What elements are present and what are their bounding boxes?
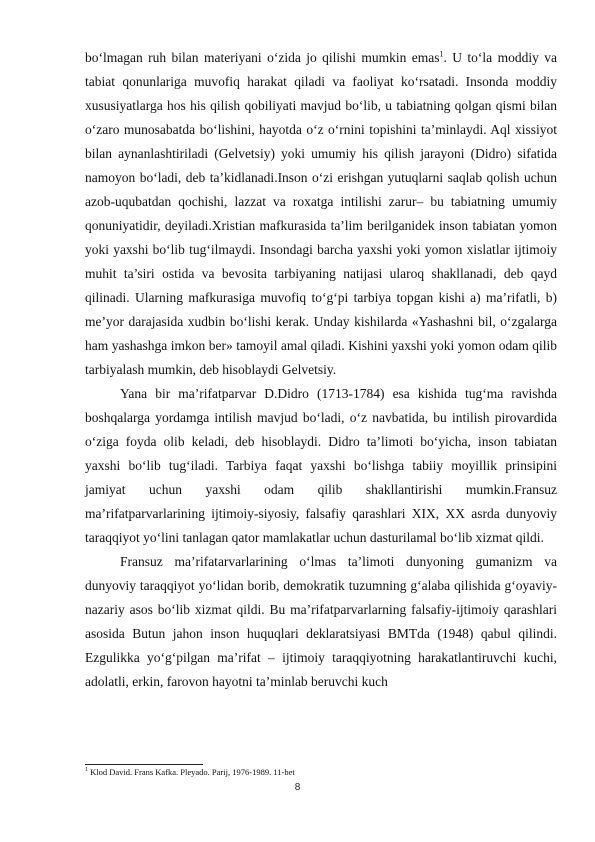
page-number: 8 <box>294 782 301 793</box>
paragraph-1-start: bo‘lmagan ruh bilan materiyani o‘zida jo qilishi mumkin emas <box>85 50 440 65</box>
paragraph-1 <box>85 46 557 382</box>
footnote-separator <box>85 764 203 765</box>
paragraph-3: Fransuz ma’rifatarvarlarining o‘lmas ta’limoti dunyoning gumanizm va dunyoviy taraqqiyot yo‘lidan borib, demokratik tuzumning g‘alaba qilishida g‘oyaviy-nazariy asos bo‘lib xizmat qildi. Bu ma’rifatparvarlarning falsafiy-ijtimoiy qarashlari asosida Butun jahon inson huquqlari deklaratsiyasi BMTda (1948) qabul qilindi. Ezgulikka yo‘g‘pilgan ma’rifat – ijtimoiy taraqqiyotning harakatlantiruvchi kuchi, adolatli, erkin, farovon hayotni ta’minlab beruvchi kuch <box>85 554 557 689</box>
footnote <box>85 767 557 778</box>
paragraph-2: Yana bir ma’rifatparvar D.Didro (1713-1784) esa kishida tug‘ma ravishda boshqalarga yordamga intilish mavjud bo‘ladi, o‘z navbatida, bu intilish pirovardida o‘ziga foyda olib keladi, deb hisoblaydi. Didro ta’limoti bo‘yicha, inson tabiatan yaxshi bo‘lib tug‘iladi. Tarbiya faqat yaxshi bo‘lishga tabiiy moyillik prinsipini jamiyat uchun yaxshi odam qilib shakllantirishi mumkin.Fransuz ma’rifatparvarlarining ijtimoiy-siyosiy, falsafiy qarashlari XIX, XX asrda dunyoviy taraqqiyot yo‘lini tanlagan qator mamlakatlar uchun dasturilamal bo‘lib xizmat qildi. <box>85 386 557 545</box>
footnote-reference[interactable]: 1 <box>439 49 444 59</box>
page-body <box>85 46 557 694</box>
footnote-marker: 1 <box>85 767 88 774</box>
footnote-text: Klod David. Frans Kafka. Pleyado. Parij, 1976-1989. 11-bet <box>88 767 295 777</box>
paragraph-1-rest: . U to‘la moddiy va tabiat qonunlariga muvofiq harakat qiladi va faoliyat ko‘rsatadi. Insonda moddiy xususiyatlarga hos his qilish qobiliyati mavjud bo‘lib, u tabiatning qolgan qismi bilan o‘zaro munosabatda bo‘lishini, hayotda o‘z o‘rnini topishini ta’minlaydi. Aql xissiyot bilan aynanlashtiriladi (Gelvetsiy) yoki umumiy his qilish jarayoni (Didro) sifatida namoyon bo‘ladi, deb ta’kidlanadi.Inson o‘zi erishgan yutuqlarni saqlab qolish uchun azob-uqubatdan qochishi, lazzat va roxatga intilishi zarur– bu tabiatning umumiy qonuniyatidir, deyiladi.Xristian mafkurasida ta’lim berilganidek inson tabiatan yomon yoki yaxshi bo‘lib tug‘ilmaydi. Insondagi barcha yaxshi yoki yomon xislatlar ijtimoiy muhit ta’siri ostida va bevosita tarbiyaning natijasi ularoq shakllanadi, deb qayd qilinadi. Ularning mafkurasiga muvofiq to‘g‘pi tarbiya topgan kishi a) ma’rifatli, b) me’yor darajasida xudbin bo‘lishi kerak. Unday kishilarda «Yashashni bil, o‘zgalarga ham yashashga imkon ber» tamoyil amal qiladi. Kishini yaxshi yoki yomon odam qilib tarbiyalash mumkin, deb hisoblaydi Gelvetsiy. <box>85 50 557 377</box>
